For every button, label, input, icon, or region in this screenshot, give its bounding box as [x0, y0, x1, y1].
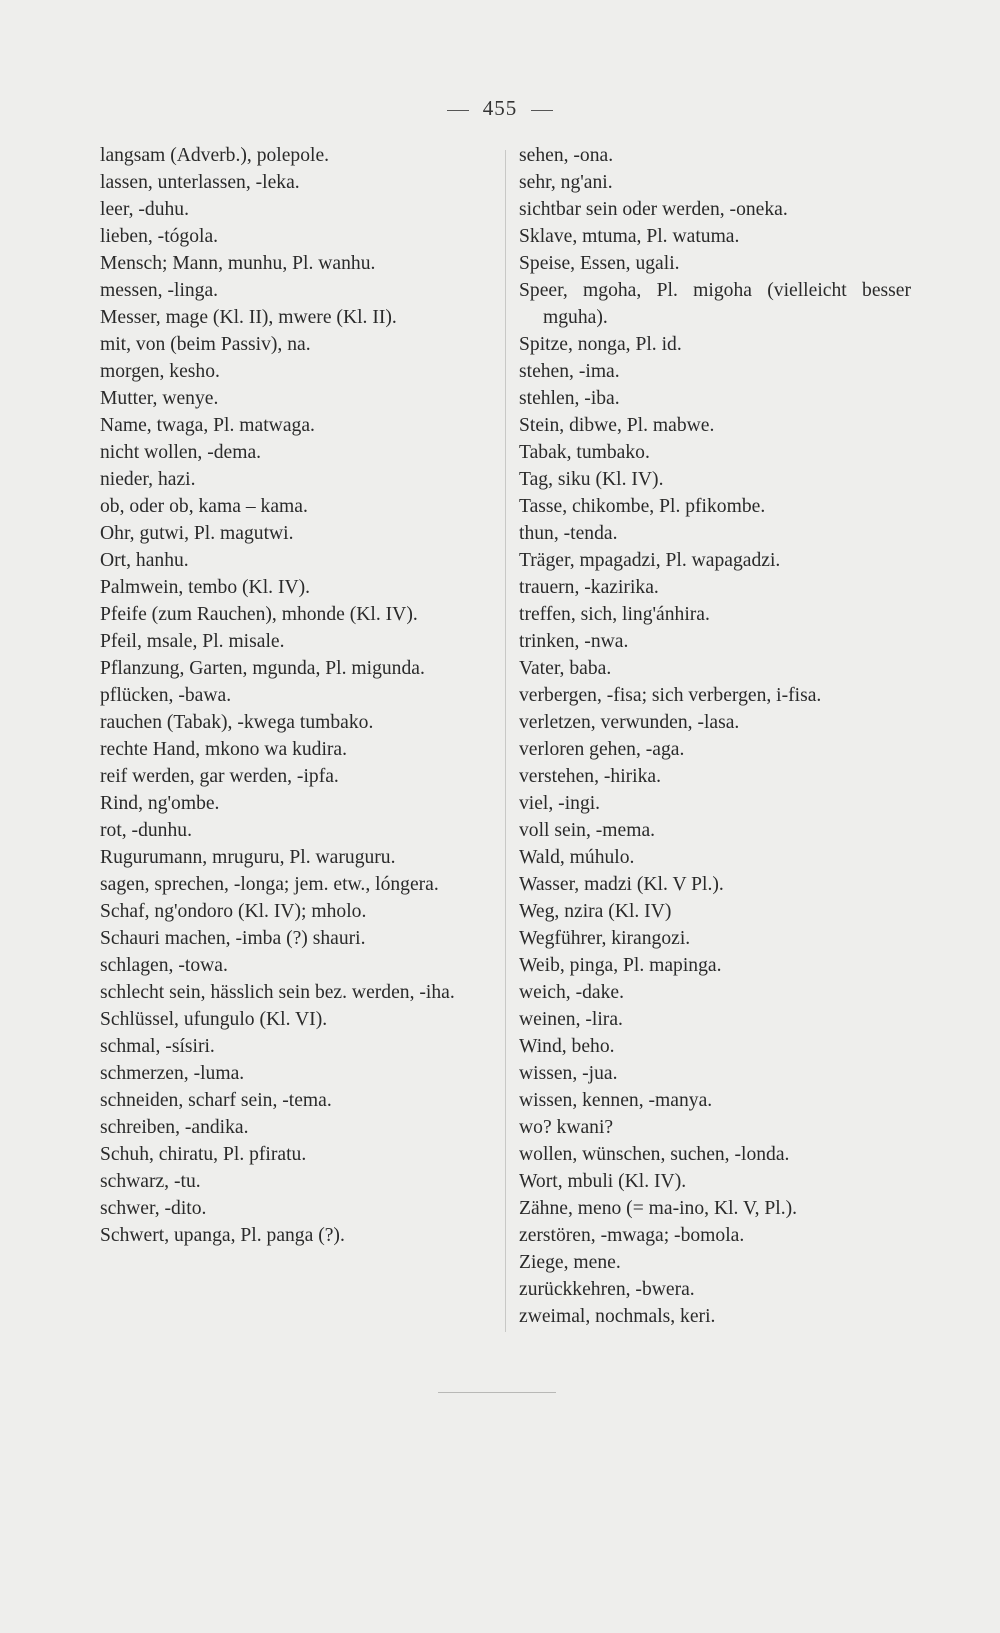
dictionary-entry: Rugurumann, mruguru, Pl. waruguru.: [100, 847, 396, 868]
dictionary-entry: Schlüssel, ufungulo (Kl. VI).: [100, 1009, 328, 1030]
dictionary-entry: trinken, -nwa.: [519, 631, 629, 652]
dictionary-entry: rot, -dunhu.: [100, 820, 192, 841]
dictionary-entry: messen, -linga.: [100, 280, 219, 301]
dictionary-entry: Vater, baba.: [519, 658, 612, 679]
dictionary-entry: schwer, -dito.: [100, 1198, 207, 1219]
dictionary-entry: sichtbar sein oder werden, -oneka.: [519, 199, 788, 220]
dictionary-entry: schlagen, -towa.: [100, 955, 228, 976]
dictionary-entry: lieben, -tógola.: [100, 226, 219, 247]
dictionary-entry: Pflanzung, Garten, mgunda, Pl. migunda.: [100, 658, 425, 679]
dictionary-entry: Name, twaga, Pl. matwaga.: [100, 415, 315, 436]
page-number-header: [0, 96, 1000, 121]
dictionary-entry: viel, -ingi.: [519, 793, 601, 814]
dictionary-entry: wollen, wünschen, suchen, -londa.: [519, 1144, 790, 1165]
dictionary-entry: verbergen, -fisa; sich verbergen, i-fisa.: [519, 685, 822, 706]
dictionary-entry: verstehen, -hirika.: [519, 766, 661, 787]
dictionary-entry: verletzen, verwunden, -lasa.: [519, 712, 740, 733]
dictionary-entry: verloren gehen, -aga.: [519, 739, 685, 760]
dictionary-entry: Palmwein, tembo (Kl. IV).: [100, 577, 311, 598]
dictionary-entry: zerstören, -mwaga; -bomola.: [519, 1225, 745, 1246]
dictionary-entry: Weg, nzira (Kl. IV): [519, 901, 672, 922]
dictionary-entry: Spitze, nonga, Pl. id.: [519, 334, 682, 355]
dictionary-entry: schmal, -sísiri.: [100, 1036, 215, 1057]
dictionary-entry: rauchen (Tabak), -kwega tumbako.: [100, 712, 374, 733]
dictionary-entry: zweimal, nochmals, keri.: [519, 1306, 716, 1327]
dictionary-entry: stehlen, -iba.: [519, 388, 620, 409]
dictionary-entry: morgen, kesho.: [100, 361, 220, 382]
dictionary-entry: Tasse, chikombe, Pl. pfikombe.: [519, 496, 766, 517]
dictionary-entry: Speise, Essen, ugali.: [519, 253, 680, 274]
dictionary-entry: Mensch; Mann, munhu, Pl. wanhu.: [100, 253, 376, 274]
dictionary-entry: lassen, unterlassen, -leka.: [100, 172, 300, 193]
dictionary-entry: zurückkehren, -bwera.: [519, 1279, 695, 1300]
dictionary-entry: reif werden, gar werden, -ipfa.: [100, 766, 339, 787]
dictionary-entry: weich, -dake.: [519, 982, 624, 1003]
dictionary-entry: thun, -tenda.: [519, 523, 618, 544]
dictionary-entry: Schauri machen, -imba (?) shauri.: [100, 928, 366, 949]
column-divider: [505, 150, 506, 1332]
dictionary-entry: weinen, -lira.: [519, 1009, 623, 1030]
dictionary-entry: trauern, -kazirika.: [519, 577, 659, 598]
footer-rule: [438, 1392, 556, 1393]
dictionary-entry: nicht wollen, -dema.: [100, 442, 262, 463]
dictionary-entry: wo? kwani?: [519, 1117, 614, 1138]
dictionary-entry: Weib, pinga, Pl. mapinga.: [519, 955, 722, 976]
dictionary-entry: treffen, sich, ling'ánhira.: [519, 604, 710, 625]
dictionary-entry: Wegführer, kirangozi.: [519, 928, 691, 949]
dictionary-entry: Tabak, tumbako.: [519, 442, 650, 463]
dictionary-entry: schreiben, -andika.: [100, 1117, 249, 1138]
dictionary-entry: Zähne, meno (= ma-ino, Kl. V, Pl.).: [519, 1198, 798, 1219]
dictionary-entry: Sklave, mtuma, Pl. watuma.: [519, 226, 740, 247]
dictionary-entry: Pfeil, msale, Pl. misale.: [100, 631, 285, 652]
dictionary-entry: stehen, -ima.: [519, 361, 620, 382]
dictionary-entry: schwarz, -tu.: [100, 1171, 201, 1192]
dictionary-entry: Wasser, madzi (Kl. V Pl.).: [519, 874, 724, 895]
dictionary-entry: wissen, -jua.: [519, 1063, 618, 1084]
dictionary-entry: Mutter, wenye.: [100, 388, 219, 409]
dictionary-entry: sagen, sprechen, -longa; jem. etw., lóngera.: [100, 874, 439, 895]
dictionary-entry: sehr, ng'ani.: [519, 172, 613, 193]
dictionary-entry: schneiden, scharf sein, -tema.: [100, 1090, 332, 1111]
dictionary-entry: voll sein, -mema.: [519, 820, 656, 841]
dictionary-entry: ob, oder ob, kama – kama.: [100, 496, 308, 517]
header-dash-right: [531, 110, 553, 111]
dictionary-entry: Ort, hanhu.: [100, 550, 189, 571]
dictionary-entry: pflücken, -bawa.: [100, 685, 232, 706]
right-column: [519, 142, 911, 1330]
dictionary-entry: Messer, mage (Kl. II), mwere (Kl. II).: [100, 307, 397, 328]
dictionary-entry: schmerzen, -luma.: [100, 1063, 245, 1084]
dictionary-entry: rechte Hand, mkono wa kudira.: [100, 739, 348, 760]
dictionary-entry: Schwert, upanga, Pl. panga (?).: [100, 1225, 345, 1246]
dictionary-entry: Wind, beho.: [519, 1036, 615, 1057]
dictionary-entry: wissen, kennen, -manya.: [519, 1090, 713, 1111]
left-column: [100, 142, 492, 1249]
dictionary-entry: nieder, hazi.: [100, 469, 196, 490]
dictionary-entry: mit, von (beim Passiv), na.: [100, 334, 311, 355]
dictionary-entry: Schaf, ng'ondoro (Kl. IV); mholo.: [100, 901, 367, 922]
dictionary-entry: Wort, mbuli (Kl. IV).: [519, 1171, 687, 1192]
header-dash-left: [447, 110, 469, 111]
dictionary-entry: Speer, mgoha, Pl. migoha (vielleicht besser mguha).: [519, 280, 911, 328]
dictionary-entry: sehen, -ona.: [519, 145, 614, 166]
page-number: 455: [482, 96, 518, 120]
dictionary-entry: Schuh, chiratu, Pl. pfiratu.: [100, 1144, 307, 1165]
dictionary-entry: Wald, múhulo.: [519, 847, 635, 868]
dictionary-entry: Pfeife (zum Rauchen), mhonde (Kl. IV).: [100, 604, 418, 625]
dictionary-entry: Stein, dibwe, Pl. mabwe.: [519, 415, 715, 436]
dictionary-entry: Träger, mpagadzi, Pl. wapagadzi.: [519, 550, 781, 571]
dictionary-entry: schlecht sein, hässlich sein bez. werden, -iha.: [100, 982, 455, 1003]
dictionary-entry: Ziege, mene.: [519, 1252, 621, 1273]
dictionary-entry: Rind, ng'ombe.: [100, 793, 220, 814]
dictionary-entry: Ohr, gutwi, Pl. magutwi.: [100, 523, 294, 544]
dictionary-entry: leer, -duhu.: [100, 199, 189, 220]
dictionary-entry: Tag, siku (Kl. IV).: [519, 469, 664, 490]
dictionary-entry: langsam (Adverb.), polepole.: [100, 145, 330, 166]
